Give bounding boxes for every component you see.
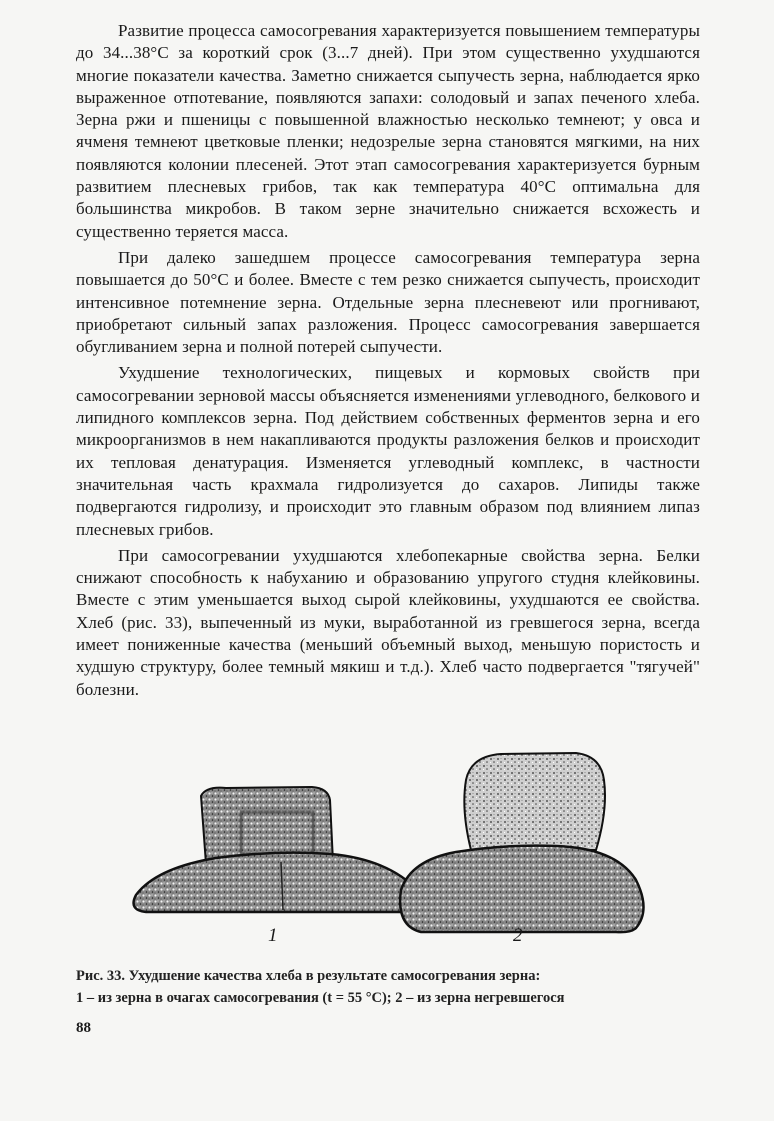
figure-label-1: 1 — [268, 925, 278, 946]
loaf-1 — [134, 787, 428, 912]
figure-caption — [76, 965, 700, 1009]
bread-illustration — [76, 750, 700, 960]
caption-title: Рис. 33. Ухудшение качества хлеба в результате самосогревания зерна: — [76, 968, 541, 984]
paragraph-1: Развитие процесса самосогревания характеризуется повышением температуры до 34...38°C за короткий срок (3...7 дней). При этом существенно ухудшаются многие показатели качества. Заметно снижается сыпучесть зерна, наблюдается ярко выраженное отпотевание, появляются запахи: солодовый и запах печеного хлеба. Зерна ржи и пшеницы с повышенной влажностью несколько темнеют; у овса и ячменя темнеют цветковые пленки; недозрелые зерна становятся мягкими, на них появляются колонии плесеней. Этот этап самосогревания характеризуется бурным развитием плесневых грибов, так как температура 40°C оптимальна для большинства микробов. В таком зерне значительно снижается всхожесть и существенно теряется масса. — [76, 21, 700, 241]
figure-label-2: 2 — [513, 925, 523, 946]
paragraph-3: Ухудшение технологических, пищевых и кормовых свойств при самосогревании зерновой массы объясняется изменениями углеводного, белкового и липидного комплексов зерна. Под действием собственных ферментов зерна и его микроорганизмов в нем накапливаются продукты разложения белков и происходит их тепловая денатурация. Изменяется углеводный комплекс, в частности значительная часть крахмала гидролизуется до сахаров. Липиды также подвергаются гидролизу, и происходит это главным образом под влиянием липаз плесневых грибов. — [76, 363, 700, 539]
loaf-2 — [400, 753, 643, 932]
paragraph-4: При самосогревании ухудшаются хлебопекарные свойства зерна. Белки снижают способность к набуханию и образованию упругого студня клейковины. Вместе с этим уменьшается выход сырой клейковины, ухудшаются ее свойства. Хлеб (рис. 33), выпеченный из муки, выработанной из гревшегося зерна, всегда имеет пониженные качества (меньший объемный выход, меньшую пористость и худшую структуру, более темный мякиш и т.д.). Хлеб часто подвергается "тягучей" болезни. — [76, 545, 700, 699]
bread-figure — [76, 750, 700, 960]
paragraph-2: При далеко зашедшем процессе самосогревания температура зерна повышается до 50°C и более. Вместе с тем резко снижается сыпучесть, происходит интенсивное потемнение зерна. Отдельные зерна плесневеют или прогнивают, приобретают сильный запах разложения. Процесс самосогревания завершается обугливанием зерна и полной потерей сыпучести. — [76, 247, 700, 357]
text-body — [76, 20, 700, 701]
page-number: 88 — [76, 1020, 91, 1036]
caption-legend: 1 – из зерна в очагах самосогревания (t = 55 °C); 2 – из зерна негревшегося — [76, 990, 565, 1006]
